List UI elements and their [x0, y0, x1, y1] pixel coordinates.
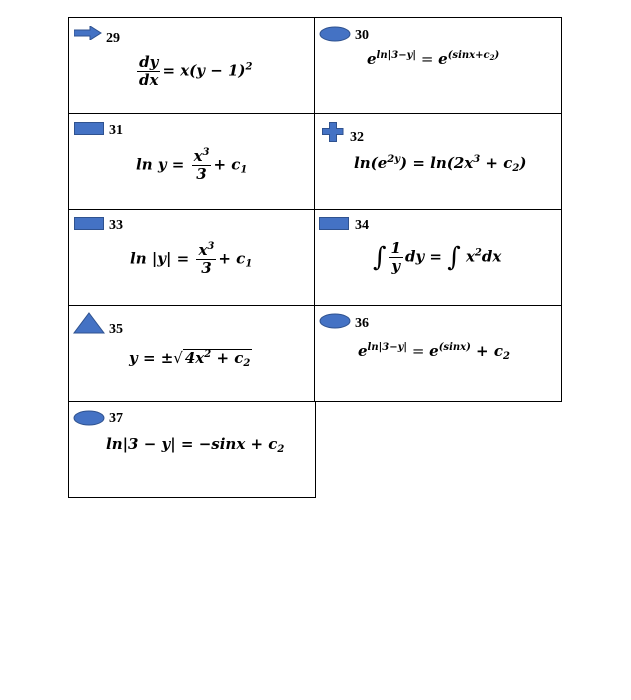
equation: ln y = $\frac{x^3}{3}$ + $c_1$	[136, 147, 248, 183]
equation: ∫ $\frac{1}{y}$ dy = ∫ $x^2dx$	[373, 239, 502, 275]
rectangle-icon	[74, 217, 104, 230]
rectangle-icon	[319, 217, 349, 230]
ellipse-icon	[73, 410, 105, 426]
ellipse-icon	[319, 313, 351, 329]
card-30	[314, 17, 562, 114]
card-32	[314, 113, 562, 210]
equation: ln |y| = $\frac{x^3}{3}$ + $c_1$	[130, 241, 253, 277]
card-number: 37	[109, 411, 123, 426]
card-37	[68, 401, 316, 498]
card-34	[314, 209, 562, 306]
triangle-icon	[73, 312, 105, 334]
arrow-icon	[74, 26, 102, 40]
card-35	[68, 305, 316, 402]
plus-icon	[322, 122, 344, 142]
equation: $e^{ln|3-y|} = e^{(sinx+c_2)}$	[367, 50, 500, 68]
card-33	[68, 209, 316, 306]
card-number: 36	[355, 316, 369, 331]
card-number: 32	[350, 130, 364, 145]
equation: $\ln|3 - y| = -\sin x + c_2$	[106, 435, 285, 455]
equation: y = ±√ $4x^2 + c_2$	[129, 349, 251, 369]
card-number: 31	[109, 123, 123, 138]
equation: $\frac{dy}{dx}$ = $x(y - 1)^2$	[139, 53, 253, 89]
card-number: 34	[355, 218, 369, 233]
card-number: 35	[109, 322, 123, 337]
rectangle-icon	[74, 122, 104, 135]
card-36	[314, 305, 562, 402]
equation: $\ln(e^{2y}) = \ln(2x^3 + c_2)$	[354, 154, 527, 174]
card-number: 29	[106, 31, 120, 46]
card-number: 33	[109, 218, 123, 233]
card-number: 30	[355, 28, 369, 43]
card-31	[68, 113, 316, 210]
ellipse-icon	[319, 26, 351, 42]
card-29	[68, 17, 316, 114]
equation: $e^{ln|3-y|} = e^{(sinx)} + c_2$	[358, 342, 510, 362]
